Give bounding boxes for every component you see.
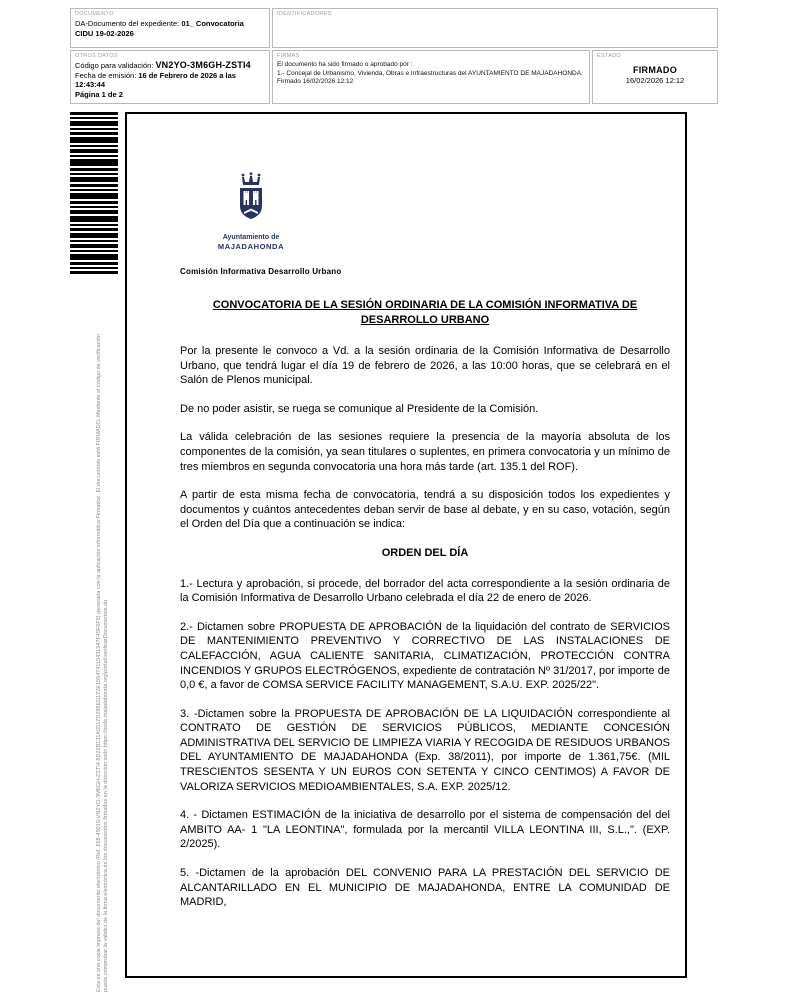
verification-margin-note bbox=[96, 112, 110, 992]
barcode-graphic bbox=[70, 112, 118, 274]
orden-item-4: 4. - Dictamen ESTIMACIÓN de la iniciativa de desarrollo por el sistema de compensación del del AMBITO AA- 1 "LA LEONTINA", formulada por la mercantil VILLA LEONTINA III, S.L.,". (EXP. 2/2025). bbox=[180, 809, 670, 851]
status-badge: FIRMADO bbox=[632, 65, 678, 75]
document-body bbox=[180, 298, 670, 910]
fecha-value: 16 de Febrero de 2026 a las 12:43:44 bbox=[75, 70, 236, 89]
header-box-firmas bbox=[272, 50, 590, 104]
header-box-otros-datos bbox=[70, 50, 270, 104]
orden-item-5: 5. -Dictamen de la aprobación DEL CONVENIO PARA LA PRESTACIÓN DEL SERVICIO DE ALCANTARILLADO EN EL MUNICIPIO DE MAJADAHONDA, ENTRE LA COMUNIDAD DE MADRID, bbox=[180, 867, 670, 909]
paragraph-quorum: La válida celebración de las sesiones requiere la presencia de la mayoría absoluta de los componentes de la comisión, ya sean titulares o suplentes, en primera convocatoria y un mínimo de tres miembros en segunda convocatoria una hora más tarde (art. 135.1 del ROF). bbox=[180, 431, 670, 473]
paragraph-convocation: Por la presente le convoco a Vd. a la sesión ordinaria de la Comisión Informativa de Desarrollo Urbano, que tendrá lugar el día 19 de febrero de 2026, a las 10:00 horas, que se celebrará en el Salón de Plenos municipal. bbox=[180, 345, 670, 387]
codigo-prefix: Código para validación: bbox=[75, 61, 156, 70]
header-box-estado bbox=[592, 50, 718, 104]
firmas-label: FIRMAS bbox=[277, 53, 300, 59]
city-logo-block bbox=[193, 172, 309, 251]
logo-caption bbox=[193, 234, 309, 251]
verification-note-line2: puede comprobar la validez de la firma electrónica de los documentos firmados en la dirección web: https://sede.majadahonda.org/portal/verificarDocumentos.do bbox=[103, 599, 109, 992]
documento-line1-value: 01_ Convocatoria bbox=[181, 19, 244, 28]
logo-caption-line1: Ayuntamiento de bbox=[222, 234, 280, 241]
documento-line2 bbox=[75, 29, 265, 39]
paragraph-absence-notice: De no poder asistir, se ruega se comunique al Presidente de la Comisión. bbox=[180, 402, 539, 415]
header-box-identificadores bbox=[272, 8, 718, 48]
documento-label: DOCUMENTO bbox=[75, 11, 114, 17]
committee-name: Comisión Informativa Desarrollo Urbano bbox=[180, 267, 342, 276]
estado-content bbox=[597, 65, 713, 85]
documento-line1 bbox=[75, 19, 265, 29]
verification-note-line1: Esta es una copia impresa del documento electrónico (Ref. 558-49010-VN2YO-3M6GH-ZSTI4 8D22B131A5517D288ED172E155474115431547F45F6F9) generada con la aplicación informática Firmadoc. El documento está FIRMADO. Mediante el código de verificación bbox=[96, 334, 102, 992]
codigo-validacion bbox=[75, 61, 265, 71]
estado-label: ESTADO bbox=[597, 53, 622, 59]
pagina-value: Página 1 de 2 bbox=[75, 89, 123, 99]
document-page-frame bbox=[125, 112, 687, 978]
barcode-icon bbox=[70, 112, 118, 274]
majadahonda-coat-of-arms-icon bbox=[231, 172, 271, 226]
status-datetime: 16/02/2026 12:12 bbox=[625, 76, 685, 85]
otros-datos-label: OTROS DATOS bbox=[75, 53, 118, 59]
codigo-value: VN2YO-3M6GH-ZSTI4 bbox=[155, 60, 251, 70]
orden-item-1: 1.- Lectura y aprobación, si procede, del borrador del acta correspondiente a la sesión ordinaria de la Comisión Informativa de Desarrollo Urbano celebrada el día 22 de enero de 2026. bbox=[180, 577, 670, 605]
pagina-indicator bbox=[75, 90, 265, 100]
fecha-prefix: Fecha de emisión: bbox=[75, 70, 139, 80]
orden-del-dia-heading: ORDEN DEL DÍA bbox=[381, 546, 469, 559]
documento-line1-prefix: DA-Documento del expediente: bbox=[75, 19, 182, 28]
logo-caption-line2: MAJADAHONDA bbox=[217, 242, 285, 251]
documento-line2-value: CIDU 19-02-2026 bbox=[75, 28, 134, 38]
paragraph-expedientes: A partir de esta misma fecha de convocatoria, tendrá a su disposición todos los expedientes y documentos y cuántos antecedentes deban servir de base al debate, y en su caso, votación, según el Orden del Día que a continuación se indica: bbox=[180, 489, 670, 531]
orden-item-2: 2.- Dictamen sobre PROPUESTA DE APROBACIÓN de la liquidación del contrato de SERVICIOS DE MANTENIMIENTO PREVENTIVO Y CORRECTIVO DE LAS INSTALACIONES DE CALEFACCIÓN, AGUA CALIENTE SANITARIA, CLIMATIZACIÓN, PROTECCIÓN CONTRA INCENDIOS Y GRUPOS ELECTRÓGENOS, expediente de contratación Nº 31/2017, por importe de 0,0 €, a favor de COMSA SERVICE FACILITY MANAGEMENT, S.A.U. EXP. 2025/22". bbox=[180, 620, 670, 692]
firmas-line1: El documento ha sido firmado o aprobado por : bbox=[277, 61, 413, 68]
header-box-documento bbox=[70, 8, 270, 48]
fecha-emision bbox=[75, 71, 265, 90]
firmas-line2: 1.- Concejal de Urbanismo, Vivienda, Obras e Infraestructuras del AYUNTAMIENTO DE MAJADAHONDA. Firmado 16/02/2026 12:12 bbox=[277, 69, 583, 85]
document-title: CONVOCATORIA DE LA SESIÓN ORDINARIA DE LA COMISIÓN INFORMATIVA DE DESARROLLO URBANO bbox=[212, 299, 638, 326]
orden-item-3: 3. -Dictamen sobre la PROPUESTA DE APROBACIÓN DE LA LIQUIDACIÓN correspondiente al CONTRATO DE GESTIÓN DE SERVICIOS PÚBLICOS, MEDIANTE CONCESIÓN ADMINISTRATIVA DEL SERVICIO DE LIMPIEZA VIARIA Y RECOGIDA DE RESIDUOS URBANOS DEL AYUNTAMIENTO DE MAJADAHONDA (Exp. 38/2011), por importe de 1.361,75€. (MIL TRESCIENTOS SESENTA Y UN EUROS CON SETENTA Y CINCO CENTIMOS) A FAVOR DE VALORIZA SERVICIOS MEDIOAMBIENTALES, S.A. EXP. 2025/12. bbox=[180, 707, 670, 793]
identificadores-label: IDENTIFICADORES bbox=[277, 11, 332, 17]
